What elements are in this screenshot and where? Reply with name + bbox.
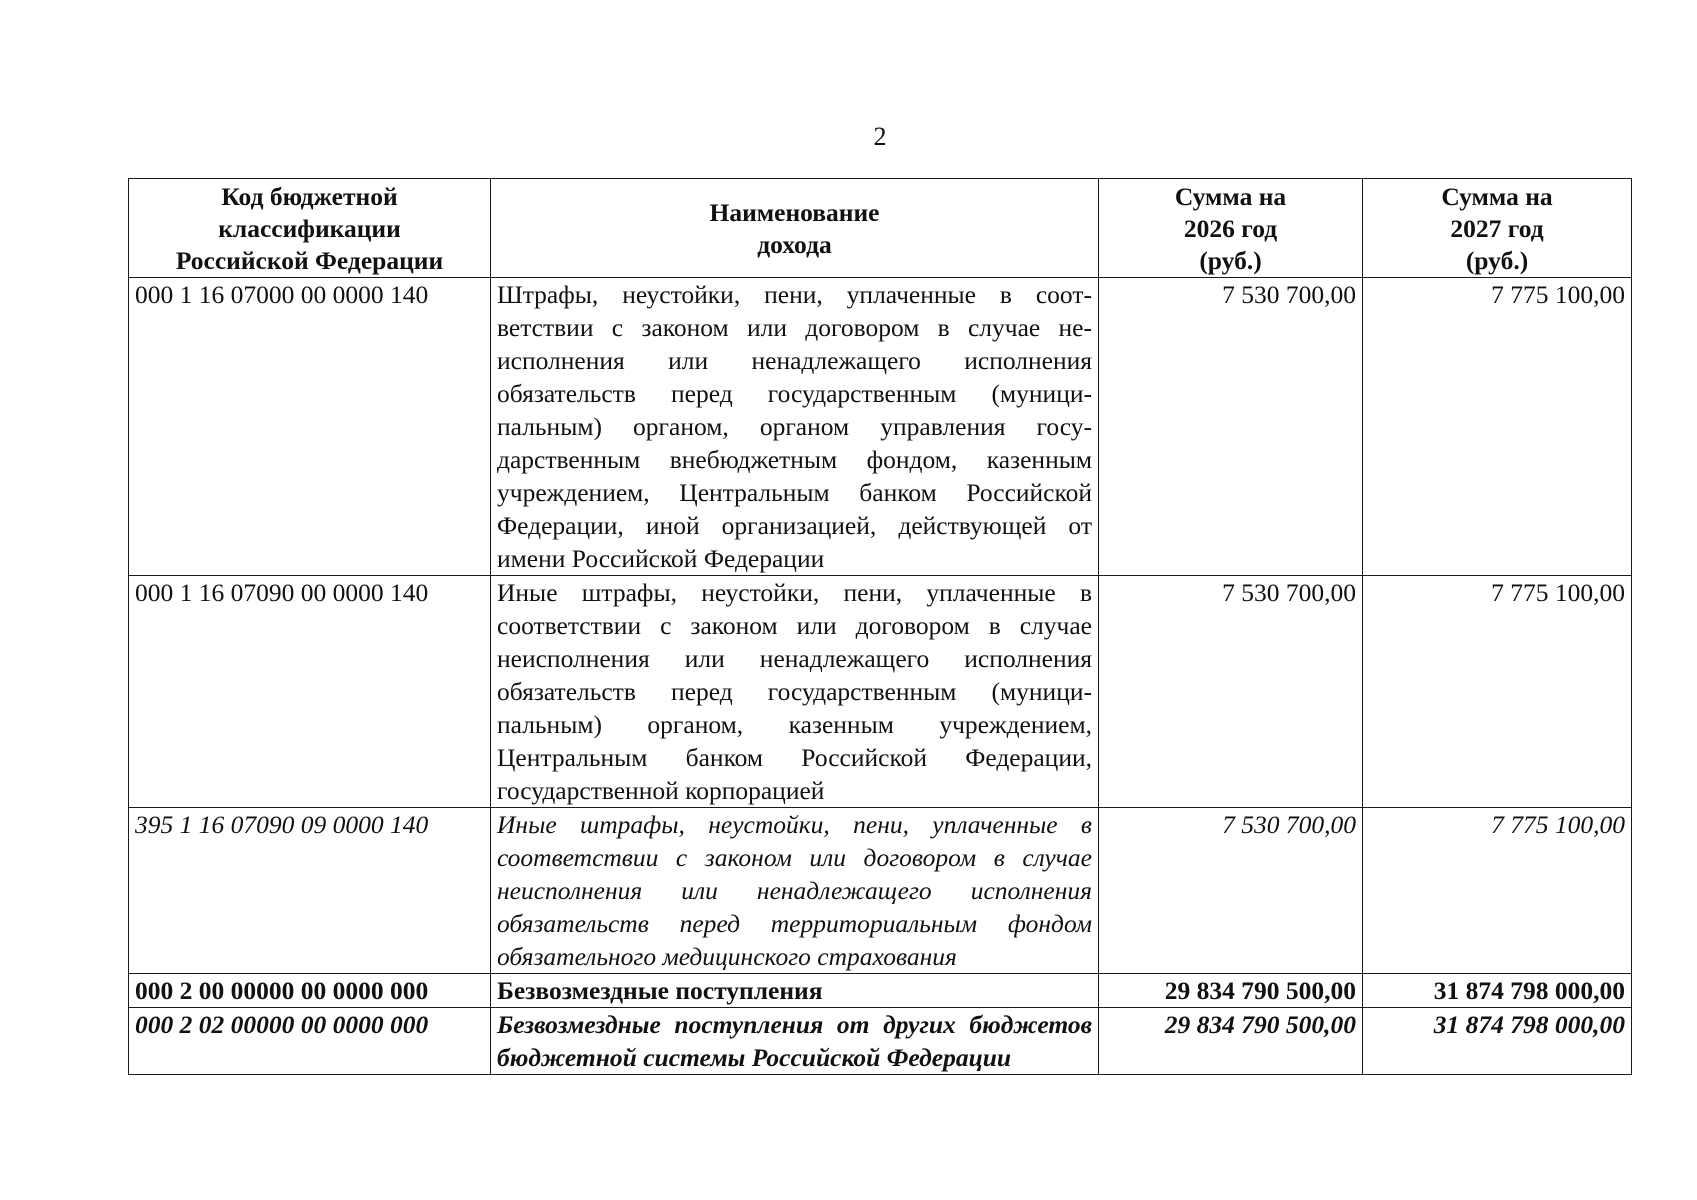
row-code: 000 2 00 00000 00 0000 000: [129, 974, 491, 1008]
row-code: 395 1 16 07090 09 0000 140: [129, 808, 491, 974]
header-code: Код бюджетной классификации Российской Федерации: [129, 179, 491, 278]
row-code: 000 1 16 07090 00 0000 140: [129, 576, 491, 808]
row-name: Иные штрафы, неустойки, пени, уплаченные в соответствии с законом или договором в случае неисполнения или ненадлежащего исполнения обязательств перед территориальным фондом обязательного медицинского страхования: [491, 808, 1099, 974]
row-amount-2027: 7 775 100,00: [1363, 808, 1632, 974]
row-amount-2026: 7 530 700,00: [1099, 808, 1363, 974]
header-amount-2027: Сумма на 2027 год (руб.): [1363, 179, 1632, 278]
page-number: 2: [873, 122, 887, 151]
row-amount-2027: 7 775 100,00: [1363, 278, 1632, 576]
row-code: 000 1 16 07000 00 0000 140: [129, 278, 491, 576]
table-row: [129, 1008, 1632, 1075]
table-row: [129, 974, 1632, 1008]
table-row: [129, 808, 1632, 974]
table-row: [129, 576, 1632, 808]
header-amount-2026: Сумма на 2026 год (руб.): [1099, 179, 1363, 278]
row-name: Штрафы, неустойки, пени, уплаченные в соответствии с законом или договором в случае неисполнения или ненадлежащего исполнения обязательств перед государственным (муниципальным) органом, органом управления государственным внебюджетным фондом, казенным учреждением, Центральным банком Российской Федерации, иной организацией, действующей от имени Российской Федерации: [491, 278, 1099, 576]
revenue-table: [128, 178, 1632, 1075]
row-amount-2027: 31 874 798 000,00: [1363, 1008, 1632, 1075]
row-name: Иные штрафы, неустойки, пени, уплаченные в соответствии с законом или договором в случае неисполнения или ненадлежащего исполнения обязательств перед государственным (муниципальным) органом, казенным учреждением, Центральным банком Российской Федерации, государственной корпорацией: [491, 576, 1099, 808]
row-amount-2027: 31 874 798 000,00: [1363, 974, 1632, 1008]
row-amount-2026: 7 530 700,00: [1099, 576, 1363, 808]
row-name: Безвозмездные поступления от других бюджетов бюджетной системы Российской Федерации: [491, 1008, 1099, 1075]
table-header-row: [129, 179, 1632, 278]
table-row: [129, 278, 1632, 576]
row-amount-2026: 7 530 700,00: [1099, 278, 1363, 576]
row-amount-2026: 29 834 790 500,00: [1099, 1008, 1363, 1075]
row-amount-2027: 7 775 100,00: [1363, 576, 1632, 808]
header-name: Наименование дохода: [491, 179, 1099, 278]
row-amount-2026: 29 834 790 500,00: [1099, 974, 1363, 1008]
row-name: Безвозмездные поступления: [491, 974, 1099, 1008]
row-code: 000 2 02 00000 00 0000 000: [129, 1008, 491, 1075]
